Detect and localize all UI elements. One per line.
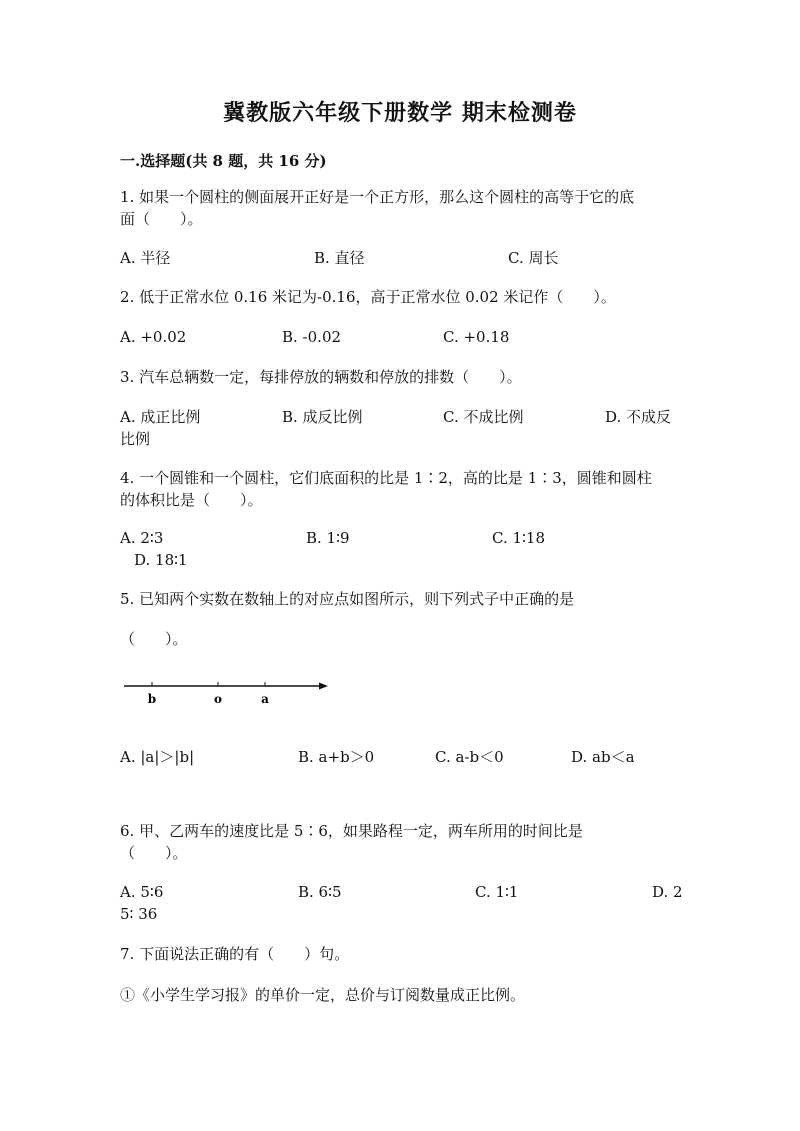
page-title: 冀教版六年级下册数学 期末检测卷 — [223, 100, 577, 126]
question-4 — [120, 467, 685, 511]
q3-option-d-wrap: 比例 — [120, 430, 151, 448]
q4-option-c: C. 1∶18 — [492, 529, 546, 547]
q1-option-c: C. 周长 — [508, 249, 559, 267]
number-line-figure — [122, 678, 334, 708]
q1-option-b: B. 直径 — [314, 249, 365, 267]
q2-option-a: A. +0.02 — [120, 328, 187, 346]
question-2 — [120, 286, 685, 308]
question-7-statement-1: ①《小学生学习报》的单价一定，总价与订阅数量成正比例。 — [120, 986, 526, 1004]
q3-option-c: C. 不成比例 — [443, 408, 524, 426]
label-o: o — [213, 692, 223, 706]
question-6-line2: （ ）。 — [120, 844, 188, 862]
q5-option-a: A. |a|＞|b| — [120, 748, 195, 766]
question-7 — [120, 943, 685, 965]
q4-option-b: B. 1∶9 — [306, 529, 350, 547]
q5-option-d: D. ab＜a — [571, 748, 635, 766]
section-heading: 一.选择题(共 8 题，共 16 分) — [120, 152, 327, 170]
question-1-line2: 面（ ）。 — [120, 210, 203, 228]
q1-option-a: A. 半径 — [120, 249, 171, 267]
question-3 — [120, 366, 685, 388]
q6-option-d: D. 2 — [652, 883, 683, 901]
q3-option-d: D. 不成反 — [605, 408, 672, 426]
number-line-arrow-icon — [319, 683, 328, 690]
q3-option-a: A. 成正比例 — [120, 408, 201, 426]
question-4-line1: 4. 一个圆锥和一个圆柱，它们底面积的比是 1∶2，高的比是 1∶3，圆锥和圆柱 — [120, 469, 652, 487]
q6-option-a: A. 5∶6 — [120, 883, 164, 901]
question-5 — [120, 588, 685, 650]
question-4-line2: 的体积比是（ ）。 — [120, 491, 263, 509]
question-1 — [120, 186, 685, 230]
label-b: b — [147, 692, 157, 706]
q5-option-c: C. a-b＜0 — [435, 748, 504, 766]
q4-option-d: D. 18∶1 — [134, 551, 188, 569]
q6-option-b: B. 6∶5 — [298, 883, 342, 901]
q2-option-b: B. -0.02 — [282, 328, 342, 346]
question-6-line1: 6. 甲、乙两车的速度比是 5∶6，如果路程一定，两车所用的时间比是 — [120, 822, 583, 840]
q6-option-d-wrap: 5∶ 36 — [120, 905, 158, 923]
q5-option-b: B. a+b＞0 — [298, 748, 375, 766]
q6-option-c: C. 1∶1 — [475, 883, 519, 901]
question-5-line1: 5. 已知两个实数在数轴上的对应点如图所示，则下列式子中正确的是 — [120, 590, 575, 608]
q2-option-c: C. +0.18 — [443, 328, 510, 346]
question-7-line1: 7. 下面说法正确的有（ ）句。 — [120, 945, 350, 963]
q4-option-a: A. 2∶3 — [120, 529, 164, 547]
question-3-line1: 3. 汽车总辆数一定，每排停放的辆数和停放的排数（ ）。 — [120, 368, 522, 386]
question-1-line1: 1. 如果一个圆柱的侧面展开正好是一个正方形，那么这个圆柱的高等于它的底 — [120, 188, 635, 206]
question-6 — [120, 820, 685, 864]
question-5-line2: （ ）。 — [120, 630, 188, 648]
question-2-line1: 2. 低于正常水位 0.16 米记为-0.16，高于正常水位 0.02 米记作（ ）。 — [120, 288, 616, 306]
label-a: a — [261, 692, 269, 706]
q3-option-b: B. 成反比例 — [282, 408, 363, 426]
